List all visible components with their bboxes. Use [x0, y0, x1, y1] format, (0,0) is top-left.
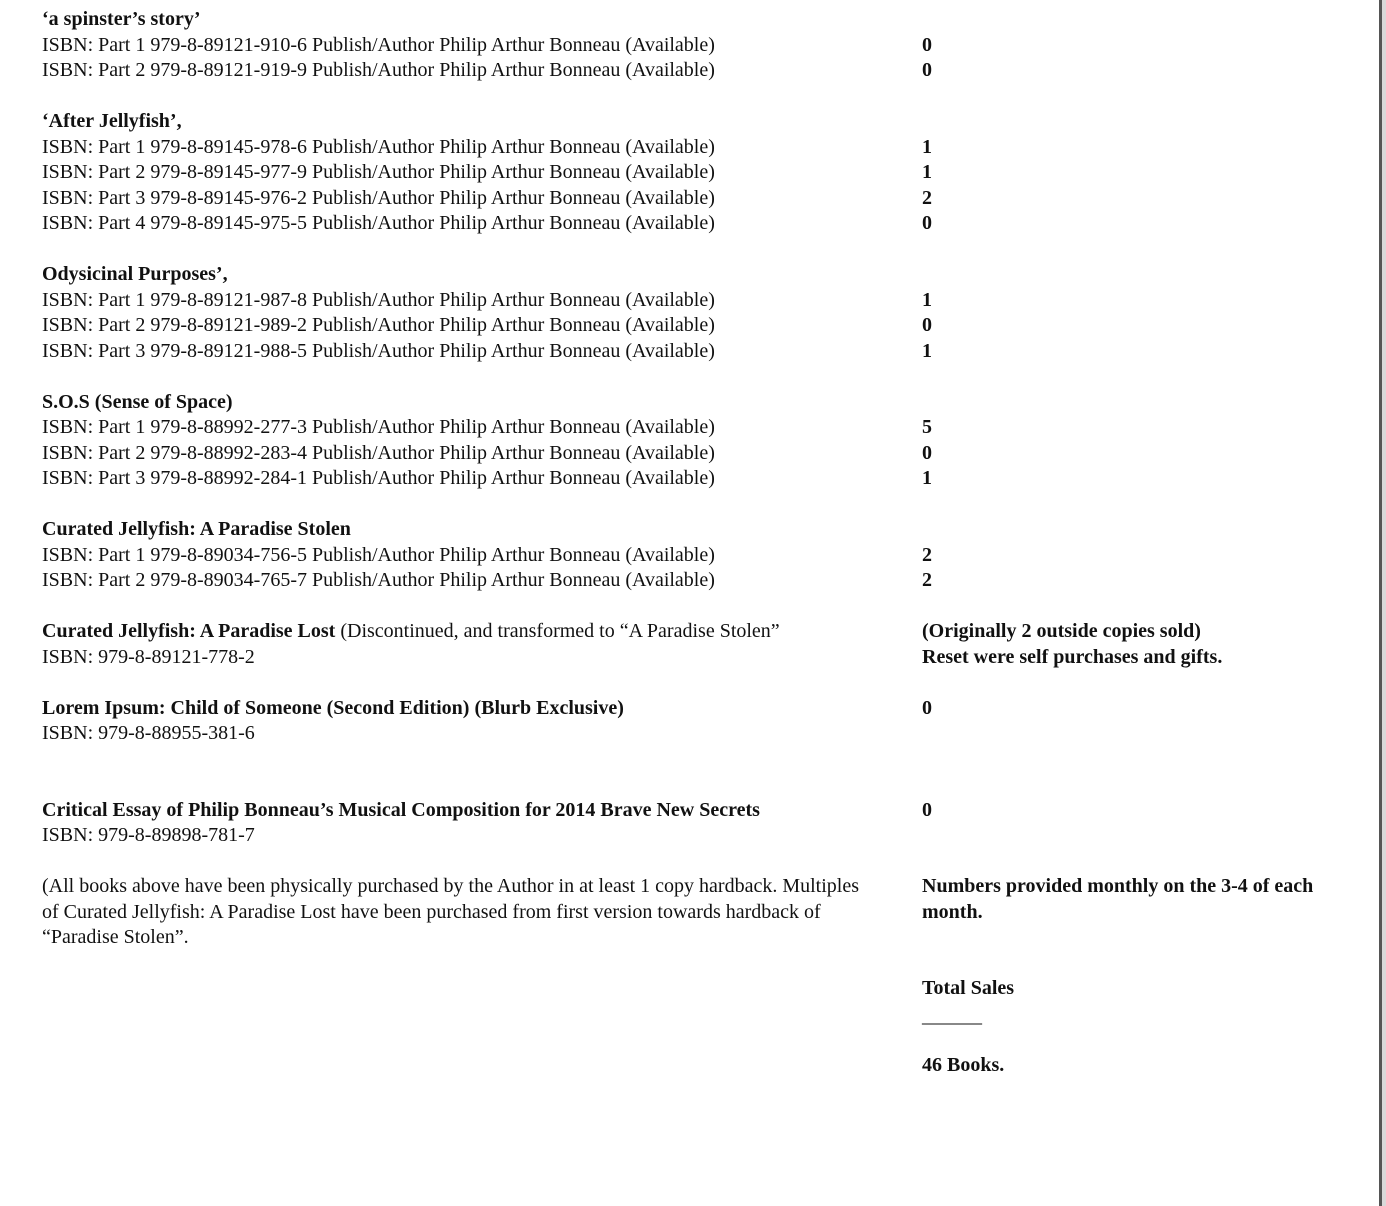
- book-title: S.O.S (Sense of Space): [42, 391, 233, 413]
- isbn-line: ISBN: Part 3 979-8-88992-284-1 Publish/Author Philip Arthur Bonneau (Available): [42, 467, 715, 489]
- isbn-line: ISBN: Part 1 979-8-89145-978-6 Publish/Author Philip Arthur Bonneau (Available): [42, 136, 715, 158]
- sales-count: 0: [922, 59, 932, 81]
- sales-count: 5: [922, 416, 932, 438]
- purchase-footnote: (All books above have been physically purchased by the Author in at least 1 copy hardback. Multiples of Curated Jellyfish: A Paradise Lost have been purchased from first version towards hardback of “Paradise Stolen”.: [42, 875, 860, 948]
- total-sales-label: Total Sales: [922, 977, 1015, 999]
- sales-count: 1: [922, 136, 932, 158]
- sales-count: 0: [922, 34, 932, 56]
- sales-count: 1: [922, 467, 932, 489]
- book-title: ‘After Jellyfish’,: [42, 110, 182, 132]
- sales-count: 1: [922, 289, 932, 311]
- total-sales-value: 46 Books.: [922, 1054, 1005, 1076]
- sales-count: 0: [922, 442, 932, 464]
- sales-count: 0: [922, 212, 932, 234]
- book-title: Curated Jellyfish: A Paradise Stolen: [42, 518, 351, 540]
- book-title: Odysicinal Purposes’,: [42, 263, 228, 285]
- isbn-line: ISBN: Part 1 979-8-88992-277-3 Publish/Author Philip Arthur Bonneau (Available): [42, 416, 715, 438]
- isbn-line: ISBN: Part 4 979-8-89145-975-5 Publish/Author Philip Arthur Bonneau (Available): [42, 212, 715, 234]
- isbn-line: ISBN: Part 2 979-8-88992-283-4 Publish/Author Philip Arthur Bonneau (Available): [42, 442, 715, 464]
- total-rule: ______: [922, 1005, 982, 1027]
- isbn-line: ISBN: Part 2 979-8-89034-765-7 Publish/Author Philip Arthur Bonneau (Available): [42, 569, 715, 591]
- sales-count: 0: [922, 314, 932, 336]
- isbn-line: ISBN: Part 2 979-8-89121-919-9 Publish/Author Philip Arthur Bonneau (Available): [42, 59, 715, 81]
- isbn-line: ISBN: Part 2 979-8-89145-977-9 Publish/Author Philip Arthur Bonneau (Available): [42, 161, 715, 183]
- sales-count: 1: [922, 161, 932, 183]
- isbn-line: ISBN: 979-8-88955-381-6: [42, 722, 255, 744]
- original-sales-note: (Originally 2 outside copies sold): [922, 620, 1201, 642]
- isbn-line: ISBN: Part 1 979-8-89121-910-6 Publish/Author Philip Arthur Bonneau (Available): [42, 34, 715, 56]
- sales-count: 2: [922, 544, 932, 566]
- sales-count: 0: [922, 799, 932, 821]
- isbn-line: ISBN: Part 3 979-8-89145-976-2 Publish/Author Philip Arthur Bonneau (Available): [42, 187, 715, 209]
- book-title: Curated Jellyfish: A Paradise Lost: [42, 620, 336, 642]
- discontinued-note: (Discontinued, and transformed to “A Paradise Stolen”: [335, 620, 780, 642]
- sales-count: 2: [922, 569, 932, 591]
- discontinued-book-heading: [42, 619, 780, 644]
- book-title: ‘a spinster’s story’: [42, 8, 201, 30]
- page-edge-shadow: [1382, 0, 1386, 1206]
- sales-count: 0: [922, 697, 932, 719]
- isbn-line: ISBN: Part 2 979-8-89121-989-2 Publish/Author Philip Arthur Bonneau (Available): [42, 314, 715, 336]
- self-purchase-note: Reset were self purchases and gifts.: [922, 646, 1223, 668]
- book-title: Critical Essay of Philip Bonneau’s Musical Composition for 2014 Brave New Secrets: [42, 799, 760, 821]
- isbn-line: ISBN: Part 3 979-8-89121-988-5 Publish/Author Philip Arthur Bonneau (Available): [42, 340, 715, 362]
- sales-count: 2: [922, 187, 932, 209]
- isbn-line: ISBN: 979-8-89121-778-2: [42, 646, 255, 668]
- isbn-line: ISBN: Part 1 979-8-89121-987-8 Publish/Author Philip Arthur Bonneau (Available): [42, 289, 715, 311]
- isbn-line: ISBN: Part 1 979-8-89034-756-5 Publish/Author Philip Arthur Bonneau (Available): [42, 544, 715, 566]
- isbn-line: ISBN: 979-8-89898-781-7: [42, 824, 255, 846]
- book-title: Lorem Ipsum: Child of Someone (Second Edition) (Blurb Exclusive): [42, 697, 624, 719]
- sales-count: 1: [922, 340, 932, 362]
- schedule-note: Numbers provided monthly on the 3-4 of each month.: [922, 875, 1314, 923]
